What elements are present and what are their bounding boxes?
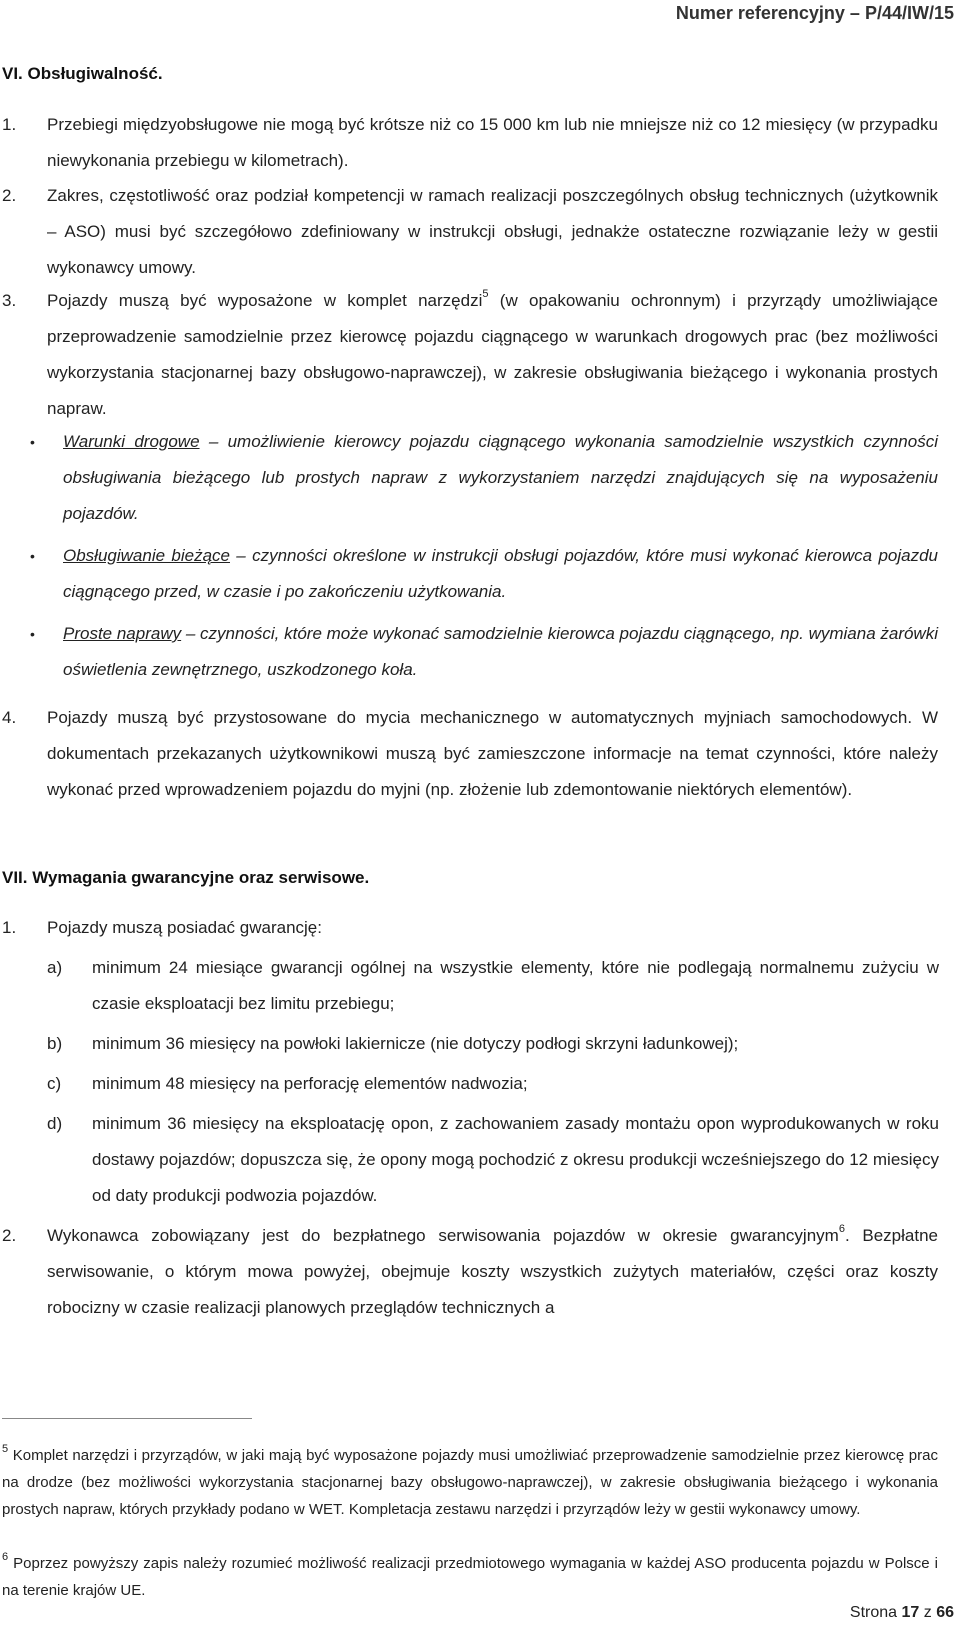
bullet-term: Obsługiwanie bieżące [63,546,230,565]
sub-letter: c) [47,1074,62,1093]
item-text: Zakres, częstotliwość oraz podział kompetencji w ramach realizacji poszczególnych obsług technicznych (użytkownik – ASO) musi być szczegółowo zdefiniowany w instrukcji obsługi, jednakże ostateczne rozwiązanie leży w gestii wykonawcy umowy. [47,186,938,277]
warranty-item-1 [2,910,938,946]
list-item-3 [2,283,938,427]
item-text: Pojazdy muszą być wyposażone w komplet narzędzi$^5$ (w opakowaniu ochronnym) i przyrządy umożliwiające przeprowadzenie samodzielnie przez kierowcę pojazdu ciągnącego w warunkach drogowych prac (bez możliwości wykorzystania stacjonarnej bazy obsługowo-naprawczej), w zakresie obsługiwania bieżącego i wykonania prostych napraw. [47,288,938,418]
sub-text: minimum 48 miesięcy na perforację elementów nadwozia; [92,1074,528,1093]
warranty-sublist [47,950,939,1218]
footnote-number: 5 [2,1443,9,1455]
footnote-5 [2,1442,938,1523]
bullet-icon: • [30,548,35,564]
bullet-term: Proste naprawy [63,624,182,643]
bullet-definition: – czynności określone w instrukcji obsługi pojazdów, które musi wykonać kierowca pojazdu ciągnącego przed, w czasie i po zakończeniu użytkowania. [63,546,938,601]
sub-text: minimum 24 miesiące gwarancji ogólnej na wszystkie elementy, które nie podlegają normalnemu zużyciu w czasie eksploatacji bez limitu przebiegu; [92,958,939,1013]
bullet-item [28,538,938,610]
bullet-term: Warunki drogowe [63,432,200,451]
footnote-separator [2,1418,252,1419]
definition-bullets [28,424,938,694]
footnote-number: 6 [2,1551,9,1563]
item-number: 2. [2,1226,17,1245]
sub-item-a [47,950,939,1022]
item-number: 4. [2,708,17,727]
reference-number: Numer referencyjny – P/44/IW/15 [675,3,954,23]
bullet-icon: • [30,626,35,642]
footnote-6 [2,1550,938,1604]
list-item-4 [2,700,938,808]
item-number: 1. [2,918,17,937]
footnote-text: Poprzez powyższy zapis należy rozumieć możliwość realizacji przedmiotowego wymagania w każdej ASO producenta pojazdu w Polsce i na terenie krajów UE. [2,1555,938,1599]
item-text: Przebiegi międzyobsługowe nie mogą być krótsze niż co 15 000 km lub nie mniejsze niż co 12 miesięcy (w przypadku niewykonania przebiegu w kilometrach). [47,115,938,170]
item-number: 1. [2,115,17,134]
sub-letter: a) [47,958,63,977]
item-text: Wykonawca zobowiązany jest do bezpłatnego serwisowania pojazdów w okresie gwarancyjnym$^6$. Bezpłatne serwisowanie, o którym mowa powyżej, obejmuje koszty wszystkich zużytych materiałów, części oraz koszty robocizny w czasie realizacji planowych przeglądów technicznych a [47,1223,938,1317]
sub-letter: b) [47,1034,63,1053]
item-text: Pojazdy muszą być przystosowane do mycia mechanicznego w automatycznych myjniach samochodowych. W dokumentach przekazanych użytkownikowi muszą być zamieszczone informacje na temat czynności, które należy wykonać przed wprowadzeniem pojazdu do myjni (np. złożenie lub zdemontowanie niektórych elementów). [47,708,938,799]
section-heading-serviceability: VI. Obsługiwalność. [2,64,163,83]
sub-item-b [47,1026,939,1062]
item-number: 3. [2,291,17,310]
item-text: Pojazdy muszą posiadać gwarancję: [47,918,322,937]
footnote-ref-5: 5 [482,288,489,301]
bullet-definition: – czynności, które może wykonać samodzielnie kierowca pojazdu ciągnącego, np. wymiana żarówki oświetlenia zewnętrznego, uszkodzonego koła. [63,624,938,679]
bullet-item [28,424,938,532]
bullet-item [28,616,938,688]
item-number: 2. [2,186,17,205]
footnote-ref-6: 6 [838,1223,845,1236]
footnote-text: Komplet narzędzi i przyrządów, w jaki mają być wyposażone pojazdy musi umożliwiać przeprowadzenie samodzielnie przez kierowcę prac na drodze (bez możliwości wykorzystania stacjonarnej bazy obsługowo-naprawczej), w zakresie obsługiwania bieżącego i wykonania prostych napraw, których przykłady podano w WET. Kompletacja zestawu narzędzi i przyrządów leży w gestii wykonawcy umowy. [2,1447,938,1518]
bullet-icon: • [30,434,35,450]
sub-text: minimum 36 miesięcy na powłoki lakiernicze (nie dotyczy podłogi skrzyni ładunkowej); [92,1034,739,1053]
sub-item-c [47,1066,939,1102]
section-heading-warranty: VII. Wymagania gwarancyjne oraz serwisowe. [2,868,370,887]
warranty-item-2 [2,1218,938,1326]
sub-letter: d) [47,1114,63,1133]
list-item-1 [2,107,938,179]
page-number: Strona 17 z 66 [849,1604,954,1621]
sub-text: minimum 36 miesięcy na eksploatację opon, z zachowaniem zasady montażu opon wyprodukowanych w roku dostawy pojazdów; dopuszcza się, że opony mogą pochodzić z okresu produkcji wcześniejszego do 12 miesięcy od daty produkcji podwozia pojazdów. [92,1114,939,1205]
sub-item-d [47,1106,939,1214]
bullet-definition: – umożliwienie kierowcy pojazdu ciągnącego wykonania samodzielnie wszystkich czynności obsługiwania bieżącego lub prostych napraw z wykorzystaniem narzędzi znajdujących się na wyposażeniu pojazdów. [63,432,938,523]
list-item-2 [2,178,938,286]
